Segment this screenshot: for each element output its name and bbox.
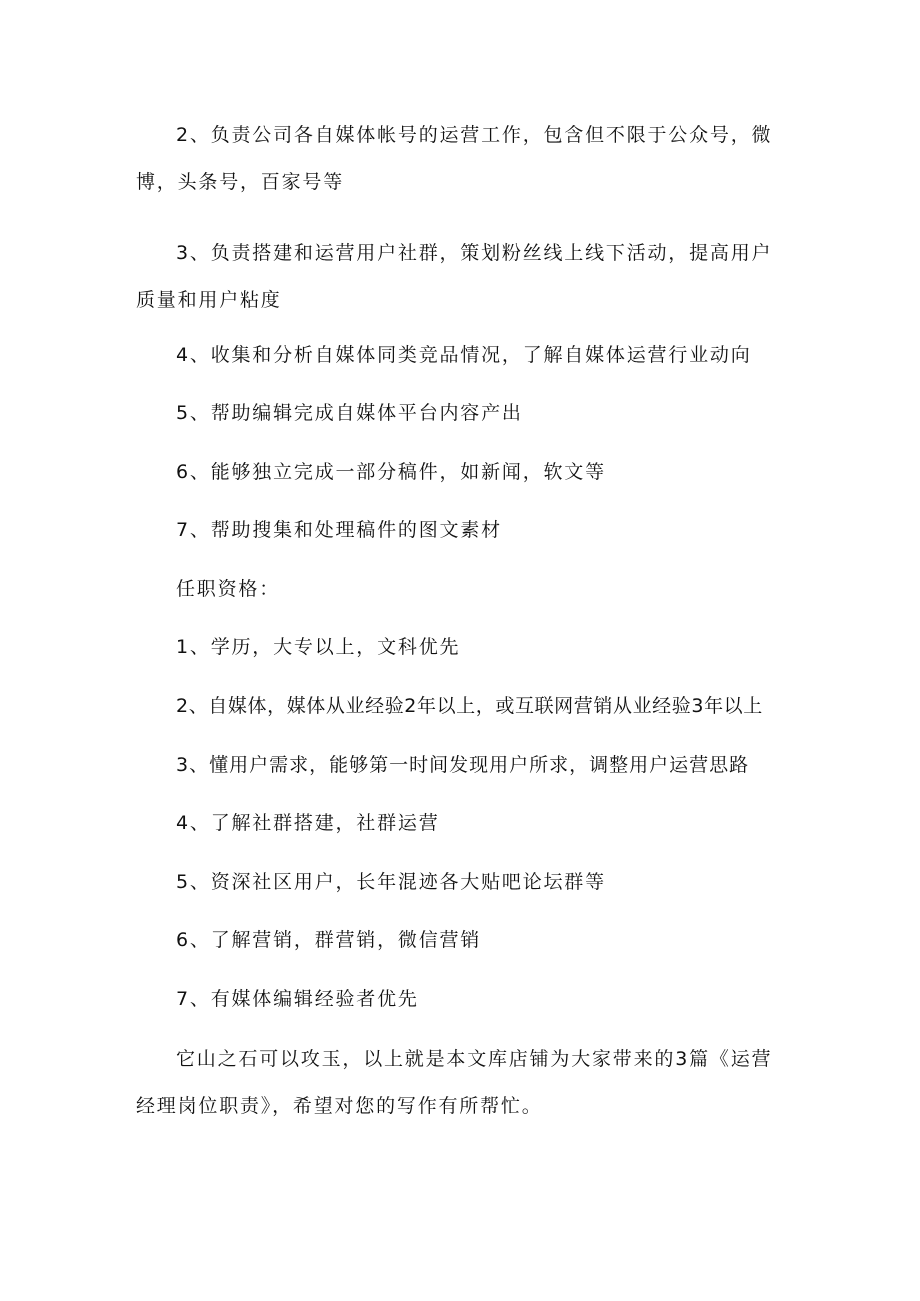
paragraph-qualification-3: 3、懂用户需求，能够第一时间发现用户所求，调整用户运营思路 [176, 754, 750, 776]
paragraph-qualification-2: 2、自媒体，媒体从业经验2年以上，或互联网营销从业经验3年以上 [176, 695, 763, 717]
paragraph-duty-4: 4、收集和分析自媒体同类竞品情况，了解自媒体运营行业动向 [176, 344, 752, 366]
paragraph-qualification-4: 4、了解社群搭建，社群运营 [176, 812, 440, 834]
paragraph-duty-6: 6、能够独立完成一部分稿件，如新闻，软文等 [176, 461, 606, 483]
section-heading-qualifications: 任职资格： [176, 578, 281, 600]
paragraph-duty-7: 7、帮助搜集和处理稿件的图文素材 [176, 519, 502, 541]
paragraph-duty-5: 5、帮助编辑完成自媒体平台内容产出 [176, 402, 523, 424]
paragraph-qualification-1: 1、学历，大专以上，文科优先 [176, 636, 461, 658]
paragraph-qualification-7: 7、有媒体编辑经验者优先 [176, 988, 419, 1010]
paragraph-qualification-6: 6、了解营销，群营销，微信营销 [176, 929, 482, 951]
paragraph-closing: 它山之石可以攻玉，以上就是本文库店铺为大家带来的3篇《运营经理岗位职责》，希望对您的写作有所帮忙。 [136, 1048, 773, 1117]
paragraph-qualification-5: 5、资深社区用户，长年混迹各大贴吧论坛群等 [176, 871, 606, 893]
paragraph-duty-2: 2、负责公司各自媒体帐号的运营工作，包含但不限于公众号，微博，头条号，百家号等 [136, 124, 773, 193]
paragraph-duty-3: 3、负责搭建和运营用户社群，策划粉丝线上线下活动，提高用户质量和用户粘度 [136, 242, 773, 311]
